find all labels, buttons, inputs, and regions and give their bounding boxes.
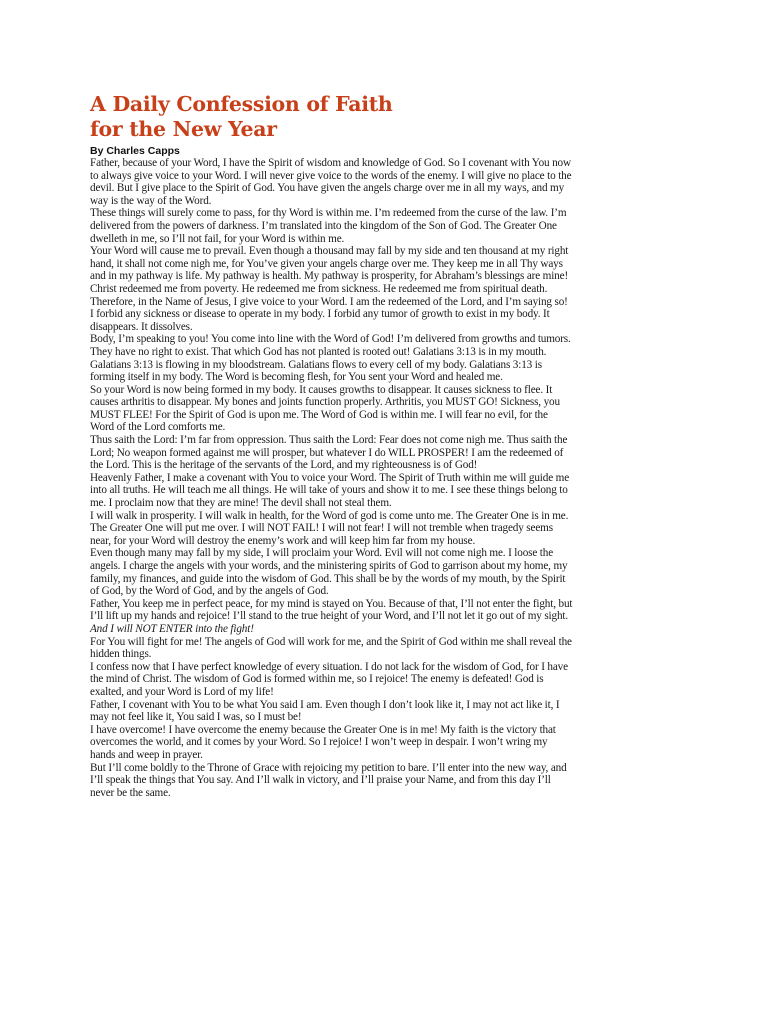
paragraph: Thus saith the Lord: I’m far from oppression. Thus saith the Lord: Fear does not come nigh me. Thus saith the Lord; No weapon formed against me will prosper, but whatever I do WILL PROSPER! I am the redeemed of the Lord. This is the heritage of the servants of the Lord, and my righteousness is of God! xyxy=(90,434,568,472)
paragraph: I forbid any sickness or disease to operate in my body. I forbid any tumor of growth to exist in my body. It disappears. It dissolves. xyxy=(90,308,550,333)
author-byline: By Charles Capps xyxy=(90,145,180,157)
paragraph: Heavenly Father, I make a covenant with You to voice your Word. The Spirit of Truth within me will guide me into all truths. He will teach me all things. He will take of yours and show it to me. I see these things belong to me. I proclaim now that they are mine! The devil shall not steal them. xyxy=(90,471,570,510)
document-title xyxy=(90,92,574,142)
paragraph: But I’ll come boldly to the Throne of Grace with rejoicing my petition to bare. I’ll enter into the new way, and I’ll speak the things that You say. And I’ll walk in victory, and I’ll praise your Name, and from this day I’ll never be the same. xyxy=(90,761,567,799)
paragraph: Body, I’m speaking to you! You come into line with the Word of God! I’m delivered from growths and tumors. They have no right to exist. That which God has not planted is rooted out! Galatians 3:13 is in my mouth. Galatians 3:13 is flowing in my bloodstream. Galatians flows to every cell of my body. Galatians 3:13 is forming itself in my body. The Word is becoming flesh, for You sent your Word and healed me. xyxy=(90,333,571,384)
paragraph: Father, I covenant with You to be what You said I am. Even though I don’t look like it, I may not act like it, I may not feel like it, You said I was, so I must be! xyxy=(90,698,560,724)
paragraph: I confess now that I have perfect knowledge of every situation. I do not lack for the wisdom of God, for I have the mind of Christ. The wisdom of God is formed within me, so I rejoice! The enemy is defeated! God is exalted, and your Word is Lord of my life! xyxy=(90,660,568,698)
paragraph: I will walk in prosperity. I will walk in health, for the Word of god is come unto me. The Greater One is in me. The Greater One will put me over. I will NOT FAIL! I will not fear! I will not tremble when tragedy seems near, for your Word will destroy the enemy’s work and will keep him far from my house. xyxy=(90,509,569,547)
paragraph-with-italic xyxy=(90,598,574,636)
paragraph: These things will surely come to pass, for thy Word is within me. I’m redeemed from the curse of the law. I’m delivered from the powers of darkness. I’m translated into the kingdom of the Son of God. The Greater One dwelleth in me, so I’ll not fail, for your Word is within me. xyxy=(90,207,567,245)
paragraph-text: Father, You keep me in perfect peace, for my mind is stayed on You. Because of that, I’ll not enter the fight, but I’ll lift up my hands and rejoice! I’ll stand to the true height of your Word, and I’ll not let it go out of my sight. xyxy=(90,597,573,623)
title-line-2: for the New Year xyxy=(90,117,277,141)
italic-phrase: And I will NOT ENTER into the fight! xyxy=(90,622,254,635)
paragraph: Even though many may fall by my side, I will proclaim your Word. Evil will not come nigh me. I loose the angels. I charge the angels with your words, and the ministering spirits of God to garrison about my home, my family, my finances, and guide into the wisdom of God. This shall be by the words of my mouth, by the Spirit of God, by the Word of God, and by the angels of God. xyxy=(90,547,568,598)
paragraph: I have overcome! I have overcome the enemy because the Greater One is in me! My faith is the victory that overcomes the world, and it comes by your Word. So I rejoice! I won’t weep in despair. I won’t wring my hands and weep in prayer. xyxy=(90,723,556,761)
title-line-1: A Daily Confession of Faith xyxy=(90,92,393,116)
paragraph: So your Word is now being formed in my body. It causes growths to disappear. It causes sickness to flee. It causes arthritis to disappear. My bones and joints function properly. Arthritis, you MUST GO! Sickness, you MUST FLEE! For the Spirit of God is upon me. The Word of God is within me. I will fear no evil, for the Word of the Lord comforts me. xyxy=(90,383,560,434)
paragraph: For You will fight for me! The angels of God will work for me, and the Spirit of God within me shall reveal the hidden things. xyxy=(90,635,572,661)
paragraph: Your Word will cause me to prevail. Even though a thousand may fall by my side and ten thousand at my right hand, it shall not come nigh me, for You’ve given your angels charge over me. They keep me in all Thy ways and in my pathway is life. My pathway is health. My pathway is prosperity, for Abraham’s blessings are mine! xyxy=(90,245,569,283)
paragraph: Christ redeemed me from poverty. He redeemed me from sickness. He redeemed me from spiritual death. Therefore, in the Name of Jesus, I give voice to your Word. I am the redeemed of the Lord, and I’m saying so! xyxy=(90,282,568,308)
document-page xyxy=(90,92,574,799)
paragraph: Father, because of your Word, I have the Spirit of wisdom and knowledge of God. So I covenant with You now to always give voice to your Word. I will never give voice to the words of the enemy. I will give no place to the devil. But I give place to the Spirit of God. You have given the angels charge over me in all my ways, and my way is the way of the Word. xyxy=(90,157,572,207)
document-body xyxy=(90,157,574,799)
